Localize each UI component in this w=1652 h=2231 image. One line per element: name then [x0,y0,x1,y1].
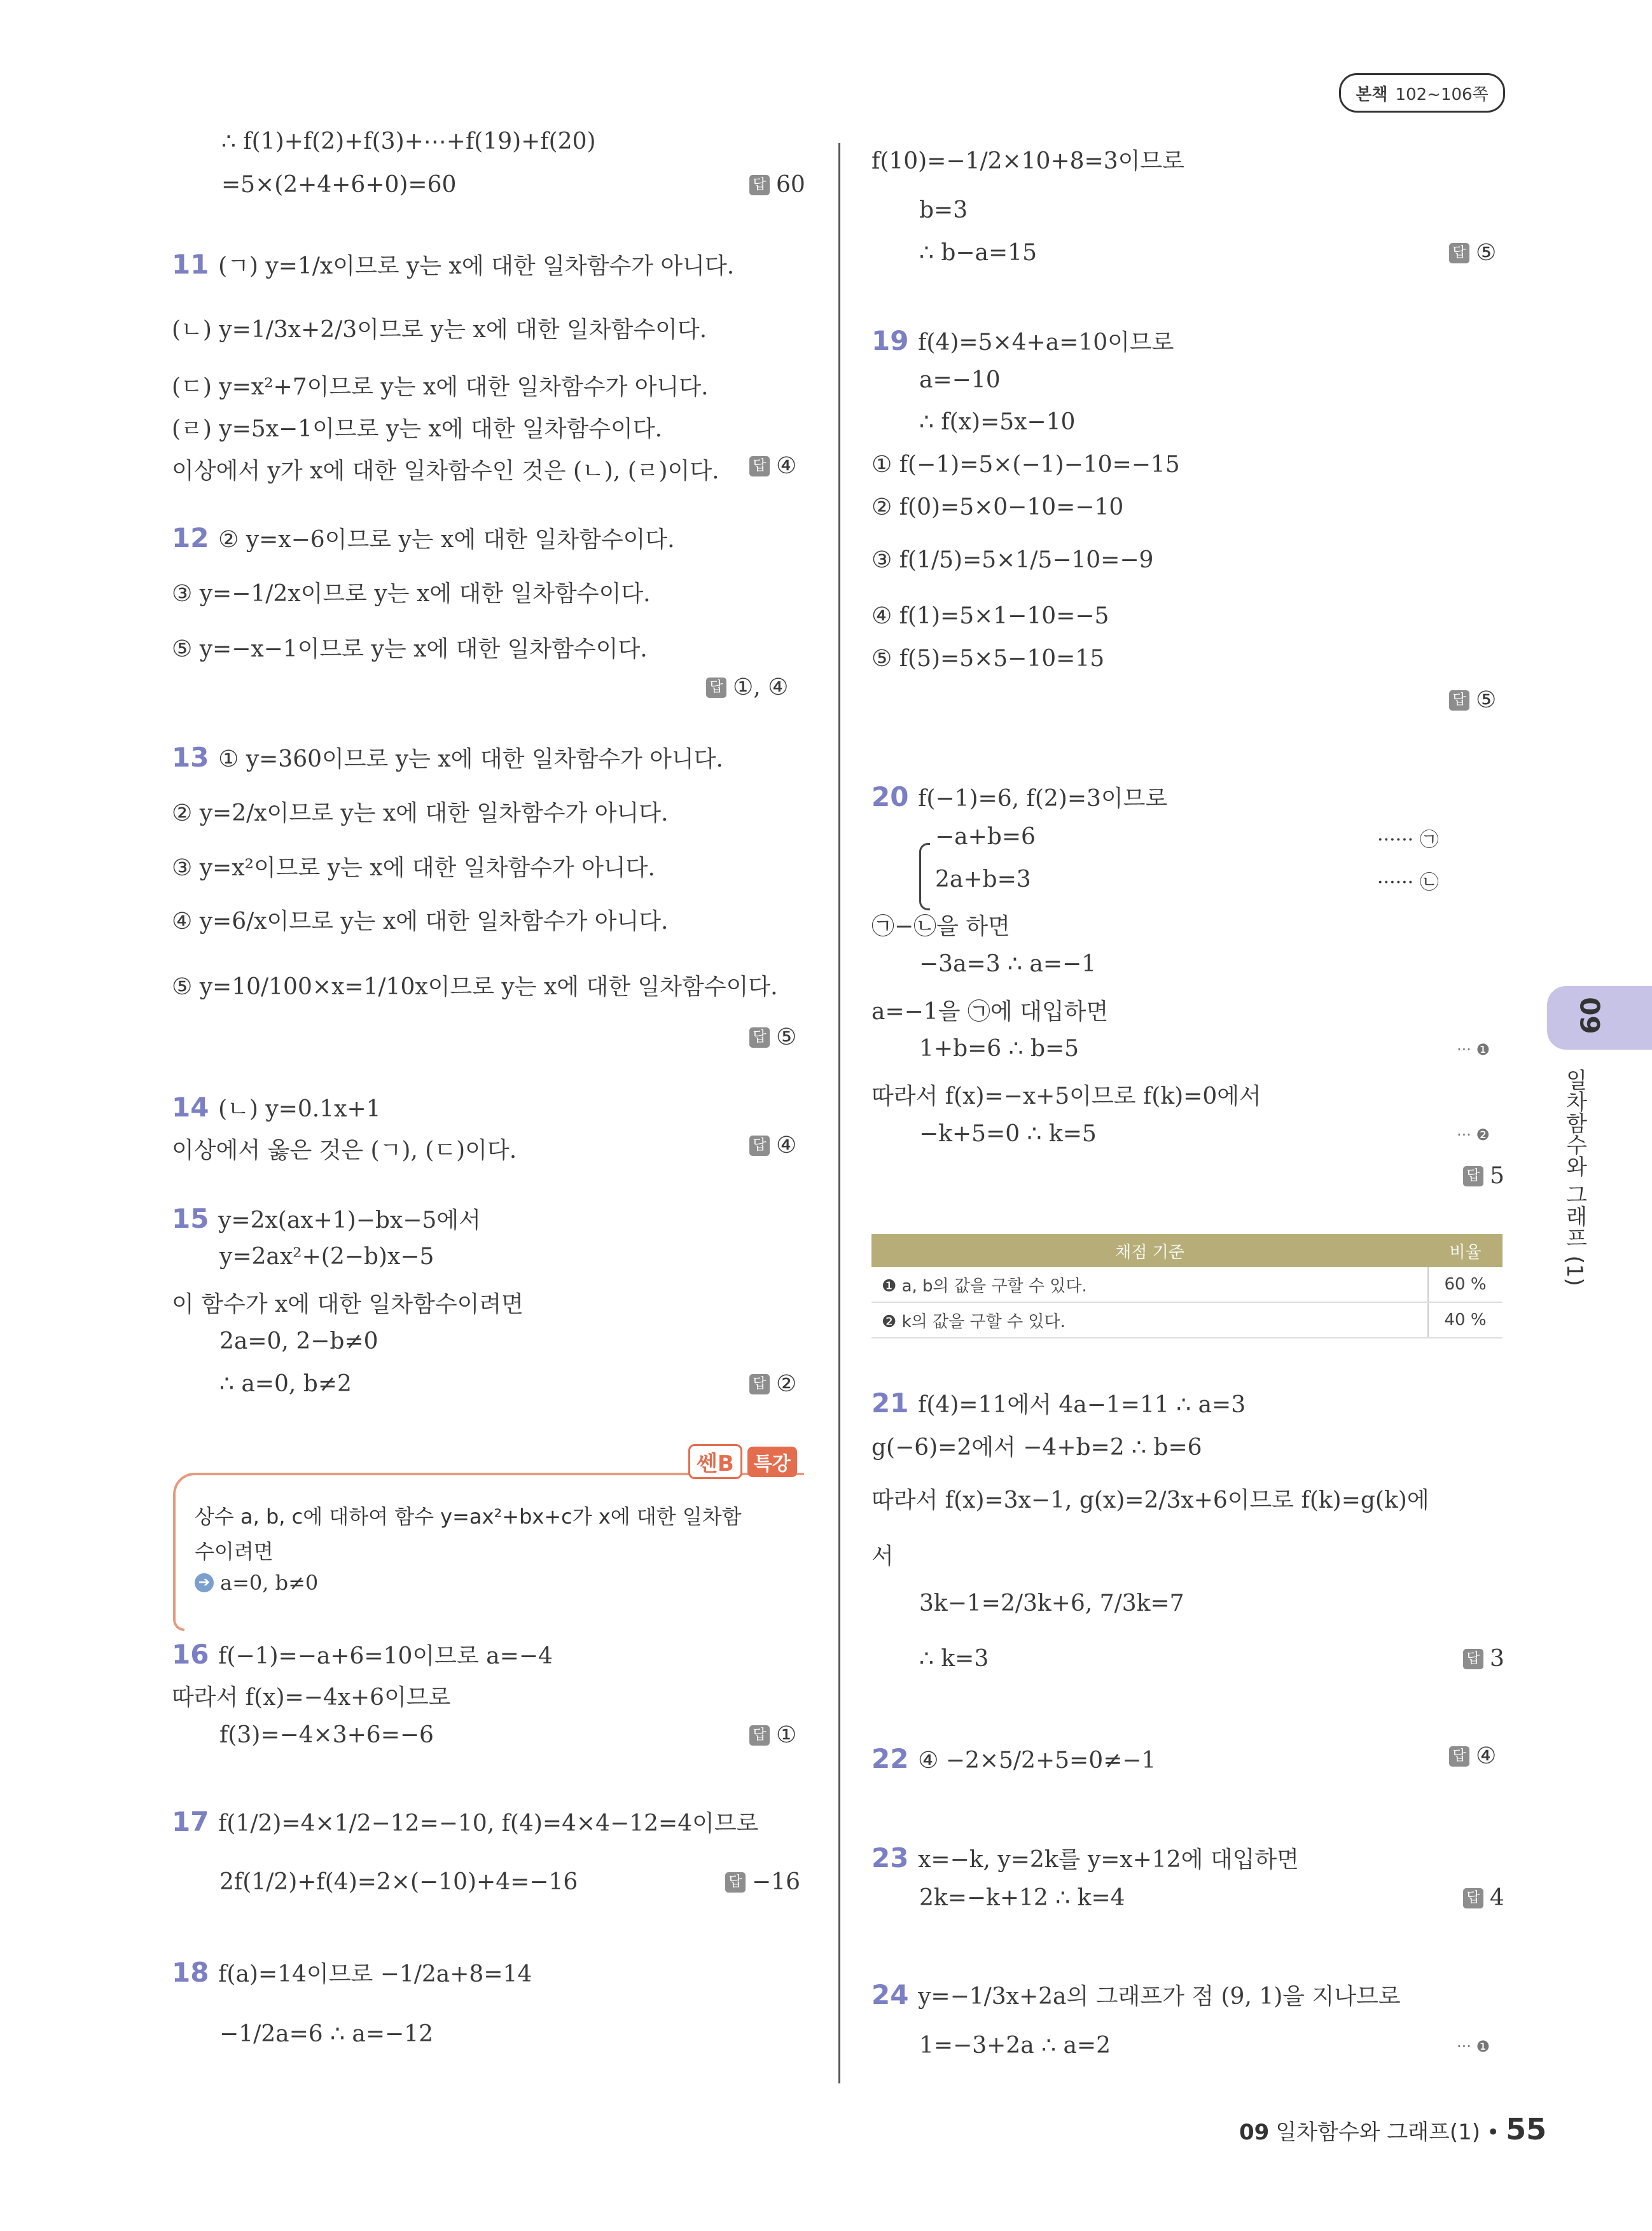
solution-text: 이 함수가 x에 대한 일차함수이려면 [172,1291,524,1317]
answer [749,1722,796,1748]
solution-text: y=2x(ax+1)−bx−5에서 [218,1207,481,1234]
left-solution-line [172,576,651,608]
solution-text: f(−1)=6, f(2)=3이므로 [918,786,1168,812]
problem-number: 12 [172,522,219,553]
solution-text: b=3 [919,197,968,223]
problem-number: 20 [871,781,919,812]
right-solution-line [871,547,1153,573]
solution-text: (ㄱ) y=1/x이므로 y는 x에 대한 일차함수가 아니다. [218,253,735,279]
right-solution-line [871,1743,1156,1774]
footer-chapter: 09 [1239,2120,1270,2145]
step-marker: ··· ❶ [1457,1041,1490,1059]
solution-text: f(a)=14이므로 −1/2a+8=14 [218,1961,532,1987]
answer-value: 60 [776,172,805,198]
grading-pct-1: 60 % [1428,1267,1503,1302]
solution-text: −k+5=0 ∴ k=5 [919,1121,1097,1147]
solution-text: ∴ a=0, b≠2 [219,1371,352,1397]
solution-text: (ㄷ) y=x²+7이므로 y는 x에 대한 일차함수가 아니다. [172,374,709,400]
arrow-right-icon: ➔ [195,1573,214,1592]
tip-line-2: 수이려면 [195,1539,274,1564]
answer-icon: 답 [1463,1166,1483,1186]
solution-text: a=−1을 ㉠에 대입하면 [871,999,1109,1025]
answer-icon: 답 [749,1374,770,1394]
answer-value: ④ [776,1132,797,1158]
solution-text: ② y=x−6이므로 y는 x에 대한 일차함수이다. [218,527,675,553]
answer [1463,1646,1504,1672]
answer [1463,1163,1504,1189]
right-solution-line [871,324,1174,357]
footer-title: 일차함수와 그래프(1) [1275,2120,1481,2145]
right-solution-line [871,603,1109,629]
left-solution-line [172,522,675,554]
answer [725,1869,800,1895]
answer-value: ⑤ [1476,687,1497,713]
tip-label-special: 특강 [747,1447,797,1477]
solution-text: ∴ f(x)=5x−10 [919,409,1076,435]
page-range: 102~106쪽 [1395,85,1489,104]
step-marker: ··· ❶ [1457,2038,1490,2055]
solution-text: f(10)=−1/2×10+8=3이므로 [871,148,1184,174]
right-solution-line [919,1885,1125,1911]
solution-text: ㉠−㉡을 하면 [871,914,1010,940]
solution-text: ② f(0)=5×0−10=−10 [871,494,1124,520]
answer [706,674,788,700]
solution-text: 2f(1/2)+f(4)=2×(−10)+4=−16 [219,1869,578,1895]
answer-value: 3 [1490,1646,1504,1672]
answer-icon: 답 [1463,1888,1483,1908]
problem-number: 23 [871,1842,919,1873]
problem-number: 13 [172,742,219,773]
grading-row-2: ❷ k의 값을 구할 수 있다. [871,1302,1428,1338]
problem-number: 21 [871,1387,919,1419]
problem-number: 16 [172,1639,219,1670]
answer-icon: 답 [749,1136,770,1156]
solution-text: ⑤ y=−x−1이므로 y는 x에 대한 일차함수이다. [172,636,648,662]
right-solution-line [871,494,1123,520]
footer-separator: • [1487,2120,1500,2145]
answer [1449,687,1496,713]
left-solution-line [172,1956,532,1989]
grading-row-1: ❶ a, b의 값을 구할 수 있다. [871,1267,1428,1302]
left-solution-line [172,1091,381,1123]
left-solution-line [172,631,648,664]
solution-text: 이상에서 y가 x에 대한 일차함수인 것은 (ㄴ), (ㄹ)이다. [172,458,719,484]
answer [749,172,805,198]
answer [1449,240,1496,266]
solution-text: −a+b=6 [935,824,1036,850]
right-solution-line [919,240,1037,266]
right-solution-line [871,646,1104,672]
right-solution-line [871,1429,1202,1462]
right-solution-line [871,1078,1261,1111]
left-solution-line [219,1722,434,1748]
right-solution-line [871,1978,1401,2011]
answer-icon: 답 [749,456,770,476]
right-solution-line [919,1646,989,1672]
left-solution-line [172,1679,450,1712]
solution-text: =5×(2+4+6+0)=60 [221,172,457,198]
solution-text: ∴ b−a=15 [919,240,1037,266]
left-solution-line [219,2021,433,2047]
left-solution-line [172,903,669,936]
answer-value: ④ [1476,1743,1497,1769]
solution-text: ② y=2/x이므로 y는 x에 대한 일차함수가 아니다. [172,800,669,826]
solution-text: ③ f(1/5)=5×1/5−10=−9 [871,547,1154,573]
equation-marker: ······ ㉡ [1377,872,1439,894]
solution-text: (ㄴ) y=0.1x+1 [218,1096,381,1122]
chapter-tab[interactable] [1547,986,1652,1050]
right-solution-line [919,951,1096,977]
left-solution-line [172,850,655,882]
solution-text: 2k=−k+12 ∴ k=4 [919,1885,1125,1911]
column-divider [838,143,840,2083]
right-solution-line [935,866,1031,893]
answer [749,1132,796,1158]
left-solution-line [172,453,719,485]
solution-text: 이상에서 옳은 것은 (ㄱ), (ㄷ)이다. [172,1137,517,1164]
solution-text: g(−6)=2에서 −4+b=2 ∴ b=6 [871,1435,1202,1461]
solution-text: ③ y=−1/2x이므로 y는 x에 대한 일차함수이다. [172,581,651,607]
problem-number: 11 [172,249,219,280]
solution-text: 1+b=6 ∴ b=5 [919,1036,1079,1062]
solution-text: 2a=0, 2−b≠0 [219,1328,378,1354]
left-solution-line [219,1371,352,1397]
solution-text: ⑤ y=10/100×x=1/10x이므로 y는 x에 대한 일차함수이다. [172,974,778,1000]
problem-number: 15 [172,1203,219,1234]
answer-icon: 답 [1449,690,1469,711]
answer-icon: 답 [1449,1746,1469,1767]
left-solution-line [172,795,669,828]
page-range-badge [1339,73,1505,113]
left-solution-line [219,1244,434,1270]
grading-header-criteria: 채점 기준 [871,1234,1428,1267]
answer [749,1024,796,1050]
right-solution-line [871,781,1167,813]
system-brace [919,843,930,910]
answer-icon: 답 [749,175,770,195]
chapter-side-title: 일차함수와 그래프 (1) [1562,1069,1587,1286]
grading-table [871,1234,1503,1338]
problem-number: 18 [172,1957,219,1988]
solution-text: ④ −2×5/2+5=0≠−1 [918,1748,1156,1774]
solution-text: ③ y=x²이므로 y는 x에 대한 일차함수가 아니다. [172,855,655,881]
problem-number: 19 [871,325,919,356]
right-solution-line [871,994,1108,1026]
problem-number: 17 [172,1806,219,1837]
solution-text: 2a+b=3 [935,866,1031,893]
solution-text: −1/2a=6 ∴ a=−12 [219,2021,434,2047]
solution-text: x=−k, y=2k를 y=x+12에 대입하면 [918,1847,1299,1873]
left-solution-line [172,312,707,344]
equation-marker: ······ ㉠ [1377,829,1439,851]
right-solution-line [935,824,1036,850]
solution-text: ① f(−1)=5×(−1)−10=−15 [871,452,1180,478]
solution-text: ⑤ f(5)=5×5−10=15 [871,646,1105,672]
answer-icon: 답 [1463,1649,1483,1669]
answer-value: 4 [1490,1885,1504,1911]
answer [749,1371,796,1397]
solution-text: ④ y=6/x이므로 y는 x에 대한 일차함수가 아니다. [172,908,669,935]
solution-text: y=−1/3x+2a의 그래프가 점 (9, 1)을 지나므로 [918,1984,1401,2010]
answer-icon: 답 [1449,243,1469,263]
solution-text: 3k−1=2/3k+6, 7/3k=7 [919,1590,1184,1616]
right-solution-line [871,452,1180,478]
solution-text: 따라서 f(x)=−4x+6이므로 [172,1685,451,1711]
solution-text: y=2ax²+(2−b)x−5 [219,1244,434,1270]
right-solution-line [871,1482,1429,1515]
solution-text: ④ f(1)=5×1−10=−5 [871,603,1109,629]
answer-value: ① [776,1722,797,1748]
answer-value: −16 [752,1869,800,1895]
answer-value: ⑤ [1476,240,1497,266]
answer-icon: 답 [725,1872,746,1893]
solution-text: ∴ f(1)+f(2)+f(3)+⋯+f(19)+f(20) [221,129,596,155]
answer [1449,1743,1496,1769]
tip-label-ssen: 쎈B [688,1444,742,1479]
answer [749,453,796,479]
right-solution-line [919,1121,1097,1147]
solution-text: a=−10 [919,367,1001,393]
solution-text: 따라서 f(x)=−x+5이므로 f(k)=0에서 [871,1083,1261,1109]
answer-icon: 답 [706,678,726,698]
left-solution-line [172,248,734,281]
left-solution-line [172,1805,758,1838]
answer-value: ④ [776,453,797,479]
left-solution-line [172,1132,517,1165]
solution-text: f(4)=11에서 4a−1=11 ∴ a=3 [918,1392,1246,1418]
book-label: 본책 [1356,85,1388,104]
step-marker: ··· ❷ [1457,1126,1490,1144]
solution-text: −3a=3 ∴ a=−1 [919,951,1097,977]
tip-line-1: 상수 a, b, c에 대하여 함수 y=ax²+bx+c가 x에 대한 일차함 [195,1505,742,1529]
left-solution-line [172,1638,553,1671]
answer-value: ② [776,1371,797,1397]
answer-value: 5 [1490,1163,1504,1189]
left-solution-line [172,1286,524,1319]
solution-text: ∴ k=3 [919,1646,989,1672]
right-solution-line [871,1842,1299,1874]
answer [1463,1885,1504,1911]
left-solution-line [219,1869,578,1895]
tip-line-3: a=0, b≠0 [220,1571,319,1595]
problem-number: 14 [172,1092,219,1123]
right-solution-line [871,1387,1246,1419]
solution-text: ① y=360이므로 y는 x에 대한 일차함수가 아니다. [218,746,723,772]
solution-text: 따라서 f(x)=3x−1, g(x)=2/3x+6이므로 f(k)=g(k)에 [871,1487,1429,1513]
tip-box [173,1473,804,1618]
left-solution-line [172,969,778,1001]
left-solution-line [221,172,456,198]
page-number: 55 [1506,2112,1547,2146]
problem-number: 24 [871,1979,919,2010]
left-solution-line [172,1202,481,1235]
solution-text: f(1/2)=4×1/2−12=−10, f(4)=4×4−12=4이므로 [218,1811,759,1837]
answer-value: ①, ④ [733,674,789,700]
page-footer [1239,2112,1546,2146]
left-solution-line [219,1328,378,1354]
problem-number: 22 [871,1743,919,1774]
right-solution-line [919,2033,1111,2059]
right-solution-line [919,409,1075,435]
solution-text: f(4)=5×4+a=10이므로 [918,330,1174,356]
grading-header-ratio: 비율 [1428,1234,1503,1267]
grading-pct-2: 40 % [1428,1302,1503,1338]
left-solution-line [172,369,709,401]
solution-text: 서 [871,1543,894,1569]
solution-text: 1=−3+2a ∴ a=2 [919,2033,1111,2059]
solution-text: (ㄹ) y=5x−1이므로 y는 x에 대한 일차함수이다. [172,416,663,442]
right-solution-line [919,367,1001,393]
answer-icon: 답 [749,1027,770,1048]
left-solution-line [172,741,723,774]
right-solution-line [871,1538,894,1571]
answer-value: ⑤ [776,1024,797,1050]
solution-text: f(3)=−4×3+6=−6 [219,1722,434,1748]
tip-box-corner [173,1616,184,1631]
solution-text: f(−1)=−a+6=10이므로 a=−4 [218,1643,553,1669]
left-solution-line [221,129,596,155]
right-solution-line [919,1590,1184,1616]
solution-text: (ㄴ) y=1/3x+2/3이므로 y는 x에 대한 일차함수이다. [172,317,707,343]
right-solution-line [919,197,968,223]
left-solution-line [172,411,662,443]
right-solution-line [871,908,1010,941]
answer-icon: 답 [749,1725,770,1746]
chapter-tab-number: 09 [1574,997,1606,1034]
right-solution-line [919,1036,1079,1062]
tip-label [688,1444,797,1479]
right-solution-line [871,143,1184,176]
